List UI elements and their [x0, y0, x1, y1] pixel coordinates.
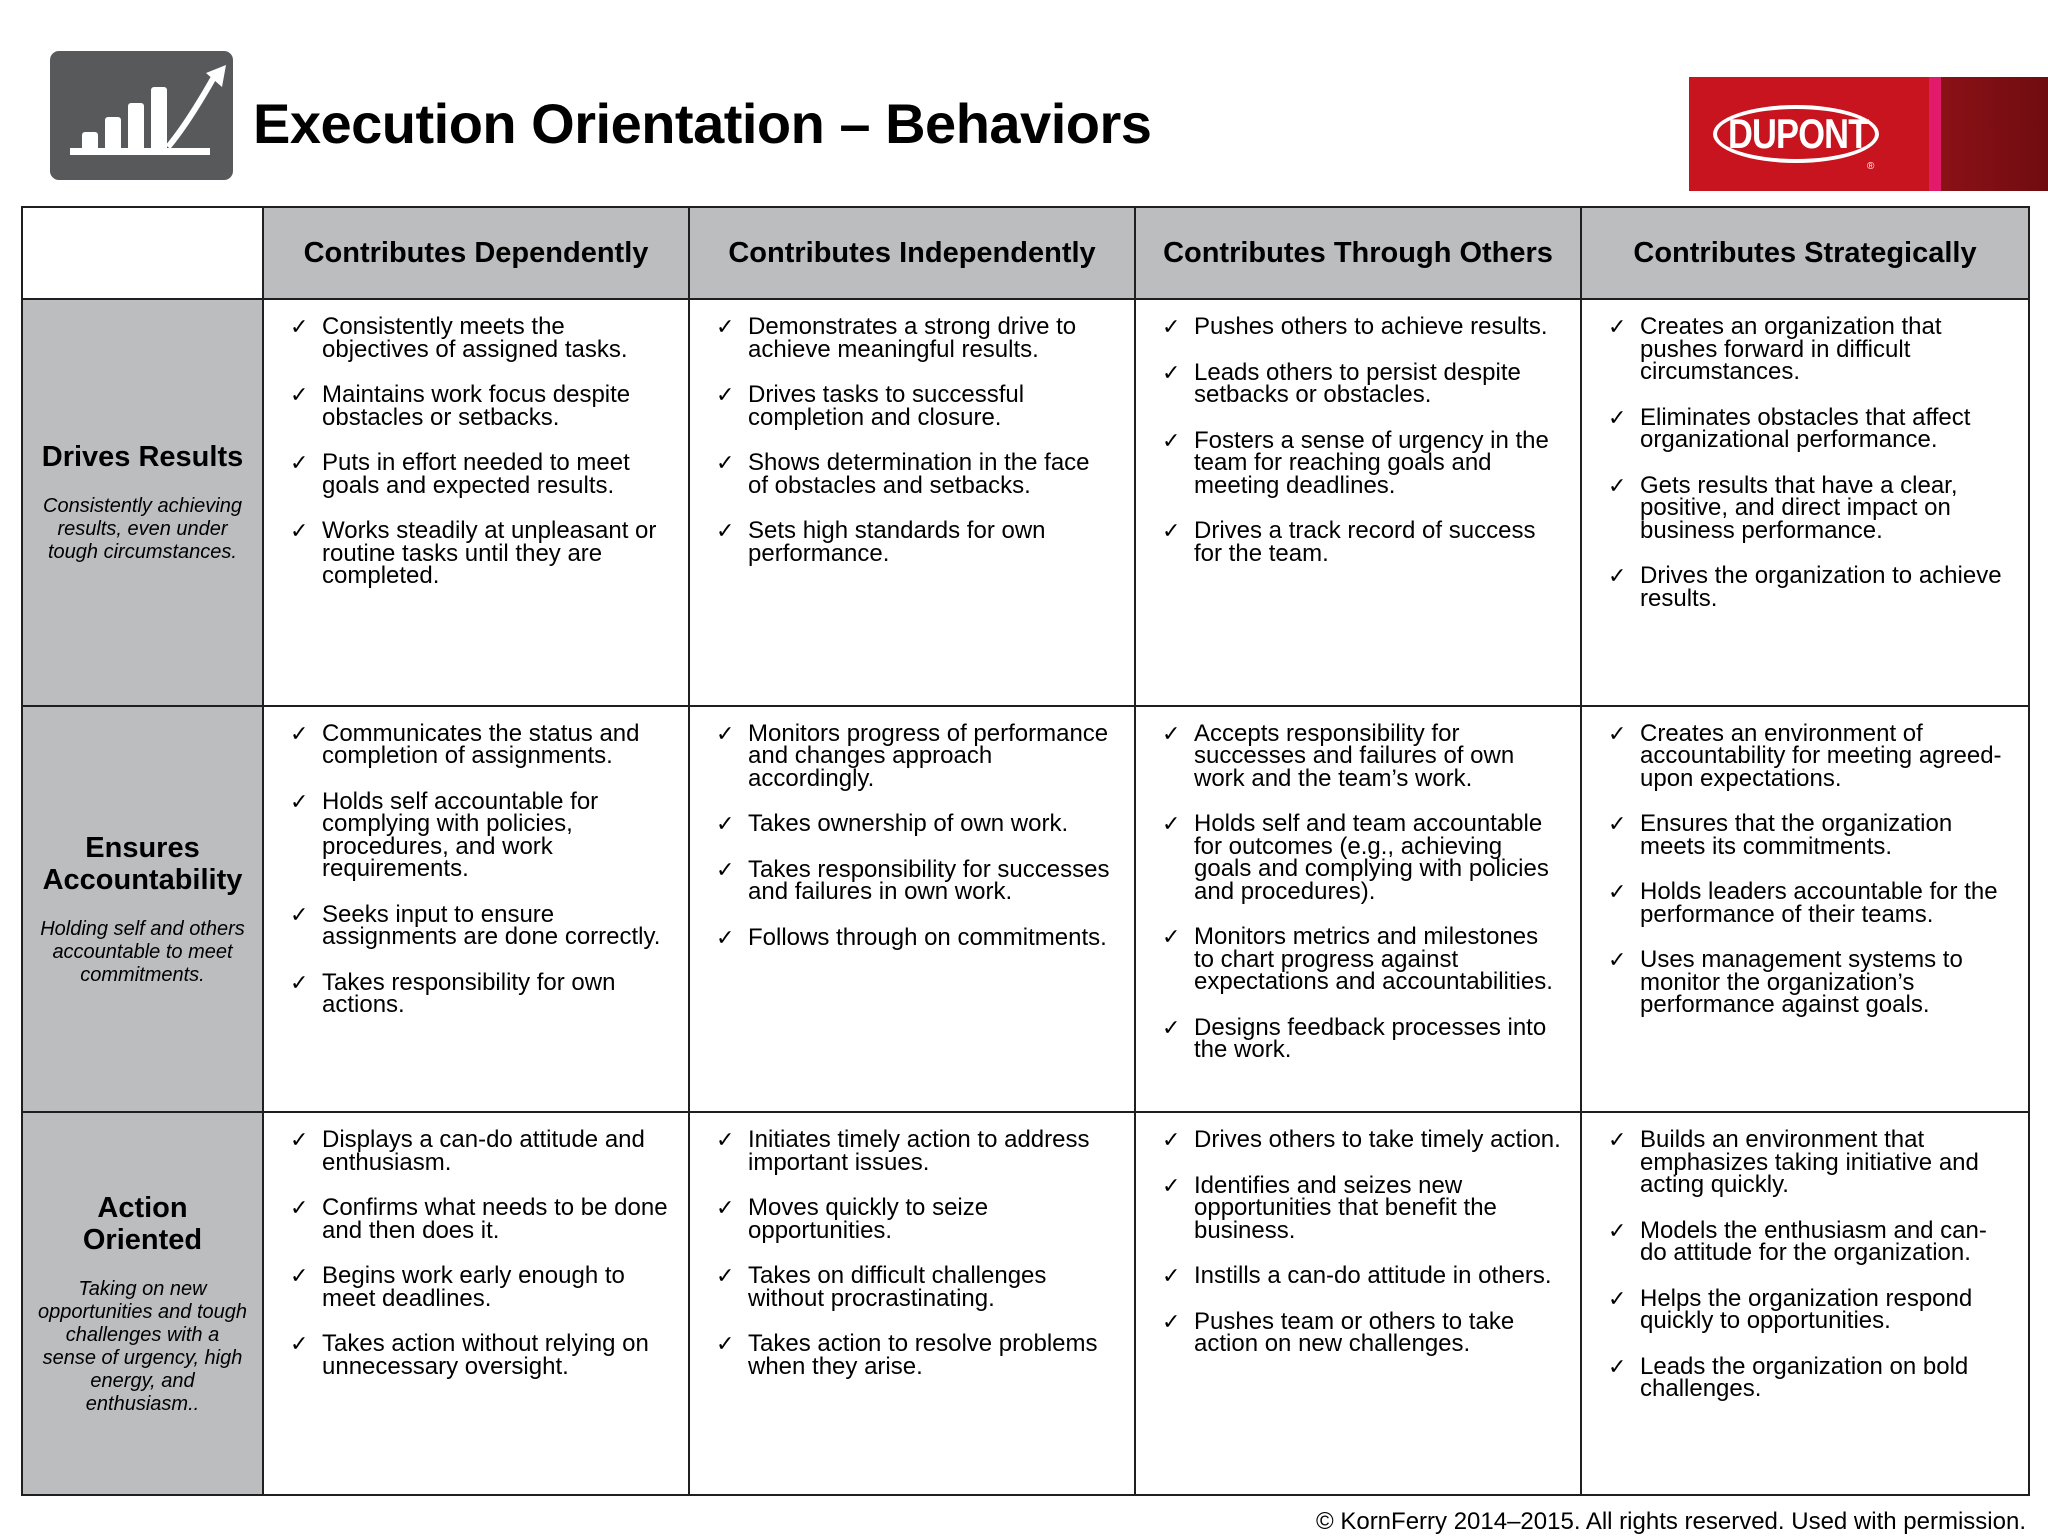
checkmark-icon: ✓	[1608, 1353, 1627, 1379]
list-item	[1608, 1352, 2010, 1403]
list-item	[1162, 358, 1562, 408]
list-item	[716, 923, 1116, 951]
row-header	[22, 299, 263, 706]
list-item	[1162, 719, 1562, 792]
list-item	[1608, 719, 2010, 792]
list-item	[290, 517, 670, 589]
header-row	[22, 207, 2029, 299]
behaviors-table	[21, 206, 2030, 1496]
logo-text: DUPONT	[1727, 110, 1869, 157]
checkmark-icon: ✓	[716, 314, 735, 339]
list-item	[716, 313, 1116, 363]
behavior-text: Helps the organization respond quickly to opportunities.	[1640, 1284, 1973, 1335]
behavior-list	[264, 300, 688, 588]
behavior-cell	[1135, 299, 1581, 706]
behavior-text: Holds self and team accountable for outcomes (e.g., achieving goals and complying with policies and procedures).	[1194, 810, 1549, 905]
table-row	[22, 299, 2029, 706]
list-item	[290, 381, 670, 431]
list-item	[1162, 1262, 1562, 1290]
checkmark-icon: ✓	[1162, 811, 1181, 837]
behavior-text: Leads others to persist despite setbacks or obstacles.	[1194, 358, 1521, 408]
checkmark-icon: ✓	[716, 1263, 735, 1289]
dupont-logo	[1689, 77, 2048, 191]
behavior-list	[1582, 1113, 2028, 1401]
list-item	[290, 719, 670, 770]
checkmark-icon: ✓	[1162, 1127, 1181, 1153]
list-item	[716, 1126, 1116, 1176]
bar-chart-arrow-icon	[50, 51, 233, 180]
list-item	[1162, 1171, 1562, 1244]
list-item	[1162, 313, 1562, 340]
behavior-text: Accepts responsibility for successes and failures of own work and the team’s work.	[1194, 719, 1515, 792]
checkmark-icon: ✓	[716, 1331, 735, 1357]
checkmark-icon: ✓	[716, 856, 735, 882]
behavior-cell	[1581, 1112, 2029, 1495]
behavior-text: Moves quickly to seize opportunities.	[748, 1194, 989, 1244]
checkmark-icon: ✓	[290, 720, 309, 746]
checkmark-icon: ✓	[290, 450, 309, 475]
behavior-text: Seeks input to ensure assignments are done correctly.	[322, 900, 661, 951]
behavior-cell	[689, 299, 1135, 706]
list-item	[290, 1330, 670, 1380]
behavior-text: Uses management systems to monitor the organization’s performance against goals.	[1640, 946, 1963, 1019]
list-item	[290, 313, 670, 363]
checkmark-icon: ✓	[1608, 314, 1627, 339]
behavior-cell	[689, 706, 1135, 1113]
growth-chart-icon	[50, 51, 233, 180]
behavior-text: Pushes team or others to take action on new challenges.	[1194, 1307, 1515, 1358]
list-item	[716, 517, 1116, 567]
checkmark-icon: ✓	[1162, 518, 1181, 543]
behavior-text: Designs feedback processes into the work.	[1194, 1013, 1547, 1064]
checkmark-icon: ✓	[1608, 1285, 1627, 1311]
behavior-list	[1582, 707, 2028, 1017]
checkmark-icon: ✓	[716, 450, 735, 475]
logo-registered-mark: ®	[1867, 161, 1875, 172]
list-item	[1608, 810, 2010, 860]
checkmark-icon: ✓	[716, 1195, 735, 1221]
list-item	[1608, 471, 2010, 544]
behavior-text: Holds leaders accountable for the performance of their teams.	[1640, 878, 1998, 928]
row-header	[22, 706, 263, 1113]
checkmark-icon: ✓	[716, 518, 735, 543]
checkmark-icon: ✓	[1162, 1014, 1181, 1040]
behavior-text: Takes responsibility for successes and failures in own work.	[748, 855, 1110, 906]
list-item	[290, 968, 670, 1019]
behavior-text: Initiates timely action to address important issues.	[748, 1126, 1090, 1176]
behavior-text: Drives a track record of success for the team.	[1194, 517, 1536, 567]
behavior-text: Creates an organization that pushes forward in difficult circumstances.	[1640, 313, 1942, 385]
list-item	[1608, 403, 2010, 453]
behavior-text: Displays a can-do attitude and enthusiasm.	[322, 1126, 645, 1176]
behavior-text: Creates an environment of accountability for meeting agreed-upon expectations.	[1640, 719, 2002, 792]
behavior-text: Takes action to resolve problems when they arise.	[748, 1330, 1098, 1380]
list-item	[290, 1262, 670, 1312]
checkmark-icon: ✓	[290, 788, 309, 814]
behavior-text: Drives tasks to successful completion and closure.	[748, 381, 1025, 431]
table-row	[22, 706, 2029, 1113]
checkmark-icon: ✓	[1608, 720, 1627, 746]
column-header: Contributes Strategically	[1581, 207, 2029, 299]
checkmark-icon: ✓	[290, 1127, 309, 1153]
behavior-text: Holds self accountable for complying with policies, procedures, and work requirements.	[322, 787, 599, 883]
behavior-text: Pushes others to achieve results.	[1194, 313, 1548, 340]
list-item	[1608, 562, 2010, 612]
checkmark-icon: ✓	[1608, 879, 1627, 905]
behavior-list	[690, 707, 1134, 950]
behavior-cell	[1581, 299, 2029, 706]
behavior-text: Confirms what needs to be done and then does it.	[322, 1194, 668, 1244]
checkmark-icon: ✓	[290, 518, 309, 543]
behavior-cell	[263, 706, 689, 1113]
behavior-text: Communicates the status and completion of assignments.	[322, 719, 640, 770]
checkmark-icon: ✓	[290, 1331, 309, 1357]
list-item	[290, 1194, 670, 1244]
behavior-text: Monitors metrics and milestones to chart progress against expectations and accountabilities.	[1194, 923, 1553, 996]
row-header	[22, 1112, 263, 1495]
list-item	[716, 449, 1116, 499]
behavior-text: Ensures that the organization meets its commitments.	[1640, 810, 1953, 860]
list-item	[1162, 1126, 1562, 1154]
checkmark-icon: ✓	[1162, 924, 1181, 950]
list-item	[716, 381, 1116, 431]
behavior-text: Takes responsibility for own actions.	[322, 968, 616, 1019]
list-item	[1608, 1216, 2010, 1267]
behavior-cell	[1581, 706, 2029, 1113]
row-description: Consistently achieving results, even under tough circumstances.	[43, 494, 242, 563]
behavior-text: Drives others to take timely action.	[1194, 1126, 1561, 1154]
list-item	[1608, 1284, 2010, 1335]
behavior-list	[1136, 1113, 1580, 1356]
behavior-list	[1582, 300, 2028, 610]
behavior-cell	[689, 1112, 1135, 1495]
checkmark-icon: ✓	[716, 924, 735, 950]
behavior-text: Models the enthusiasm and can-do attitude for the organization.	[1640, 1216, 1987, 1267]
behavior-text: Identifies and seizes new opportunities that benefit the business.	[1194, 1171, 1497, 1244]
checkmark-icon: ✓	[1162, 1172, 1181, 1198]
behavior-list	[1136, 707, 1580, 1062]
checkmark-icon: ✓	[716, 382, 735, 407]
checkmark-icon: ✓	[716, 720, 735, 746]
checkmark-icon: ✓	[1162, 1308, 1181, 1334]
list-item	[1608, 1126, 2010, 1199]
copyright-footer: © KornFerry 2014–2015. All rights reserved. Used with permission.	[1315, 1508, 2026, 1535]
list-item	[1162, 923, 1562, 996]
checkmark-icon: ✓	[290, 969, 309, 995]
behavior-list	[1136, 300, 1580, 565]
row-description: Holding self and others accountable to meet commitments.	[40, 917, 245, 986]
list-item	[290, 449, 670, 499]
behavior-text: Follows through on commitments.	[748, 923, 1107, 951]
row-title: Drives Results	[41, 440, 244, 473]
list-item	[290, 1126, 670, 1176]
behavior-text: Sets high standards for own performance.	[748, 517, 1046, 567]
behavior-text: Fosters a sense of urgency in the team for reaching goals and meeting deadlines.	[1194, 426, 1549, 499]
behavior-text: Eliminates obstacles that affect organizational performance.	[1640, 403, 1971, 453]
checkmark-icon: ✓	[290, 382, 309, 407]
list-item	[290, 787, 670, 883]
column-header: Contributes Dependently	[263, 207, 689, 299]
list-item	[1608, 313, 2010, 385]
column-header: Contributes Independently	[689, 207, 1135, 299]
behavior-text: Demonstrates a strong drive to achieve meaningful results.	[748, 313, 1077, 363]
checkmark-icon: ✓	[290, 901, 309, 927]
behavior-text: Begins work early enough to meet deadlines.	[322, 1262, 625, 1312]
behavior-text: Puts in effort needed to meet goals and expected results.	[322, 449, 630, 499]
checkmark-icon: ✓	[1162, 359, 1181, 385]
behavior-text: Shows determination in the face of obstacles and setbacks.	[748, 449, 1090, 499]
table-row	[22, 1112, 2029, 1495]
behavior-text: Takes on difficult challenges without procrastinating.	[748, 1262, 1047, 1312]
checkmark-icon: ✓	[1608, 811, 1627, 837]
checkmark-icon: ✓	[1608, 947, 1627, 973]
row-title: Ensures Accountability	[42, 831, 243, 896]
behavior-text: Leads the organization on bold challenges.	[1640, 1352, 1969, 1403]
behavior-text: Works steadily at unpleasant or routine tasks until they are completed.	[322, 517, 657, 589]
row-title: Action Oriented	[82, 1191, 203, 1256]
checkmark-icon: ✓	[1162, 720, 1181, 746]
list-item	[1162, 426, 1562, 499]
behavior-list	[264, 1113, 688, 1378]
column-header: Contributes Through Others	[1135, 207, 1581, 299]
checkmark-icon: ✓	[1608, 404, 1627, 430]
checkmark-icon: ✓	[1162, 427, 1181, 453]
checkmark-icon: ✓	[290, 1195, 309, 1221]
list-item	[290, 900, 670, 951]
checkmark-icon: ✓	[1162, 1263, 1181, 1289]
list-item	[1162, 1013, 1562, 1064]
behavior-text: Instills a can-do attitude in others.	[1194, 1262, 1552, 1290]
behavior-cell	[1135, 1112, 1581, 1495]
row-description: Taking on new opportunities and tough challenges with a sense of urgency, high energy, and enthusiasm..	[37, 1277, 248, 1415]
list-item	[1608, 878, 2010, 928]
behavior-text: Consistently meets the objectives of assigned tasks.	[322, 313, 628, 363]
behavior-text: Gets results that have a clear, positive, and direct impact on business performance.	[1640, 471, 1958, 544]
checkmark-icon: ✓	[290, 1263, 309, 1289]
list-item	[1162, 1307, 1562, 1358]
list-item	[716, 719, 1116, 792]
behavior-text: Monitors progress of performance and changes approach accordingly.	[748, 719, 1109, 792]
page-title: Execution Orientation – Behaviors	[253, 92, 1152, 155]
behavior-list	[690, 1113, 1134, 1378]
checkmark-icon: ✓	[1608, 472, 1627, 498]
list-item	[1608, 946, 2010, 1019]
behavior-cell	[263, 299, 689, 706]
behavior-list	[264, 707, 688, 1017]
list-item	[1162, 517, 1562, 567]
checkmark-icon: ✓	[1162, 314, 1181, 339]
checkmark-icon: ✓	[1608, 563, 1627, 588]
behavior-list	[690, 300, 1134, 565]
list-item	[716, 1262, 1116, 1312]
list-item	[716, 855, 1116, 906]
list-item	[1162, 810, 1562, 905]
behavior-text: Takes action without relying on unnecessary oversight.	[322, 1330, 649, 1380]
checkmark-icon: ✓	[290, 314, 309, 339]
list-item	[716, 810, 1116, 838]
behavior-text: Drives the organization to achieve results.	[1640, 562, 2002, 612]
checkmark-icon: ✓	[1608, 1217, 1627, 1243]
checkmark-icon: ✓	[716, 1127, 735, 1153]
behavior-cell	[263, 1112, 689, 1495]
behavior-text: Builds an environment that emphasizes taking initiative and acting quickly.	[1640, 1126, 1979, 1199]
behavior-text: Maintains work focus despite obstacles or setbacks.	[322, 381, 631, 431]
behavior-cell	[1135, 706, 1581, 1113]
behavior-text: Takes ownership of own work.	[748, 810, 1069, 838]
checkmark-icon: ✓	[1608, 1127, 1627, 1153]
corner-cell	[22, 207, 263, 299]
checkmark-icon: ✓	[716, 811, 735, 837]
list-item	[716, 1330, 1116, 1380]
list-item	[716, 1194, 1116, 1244]
